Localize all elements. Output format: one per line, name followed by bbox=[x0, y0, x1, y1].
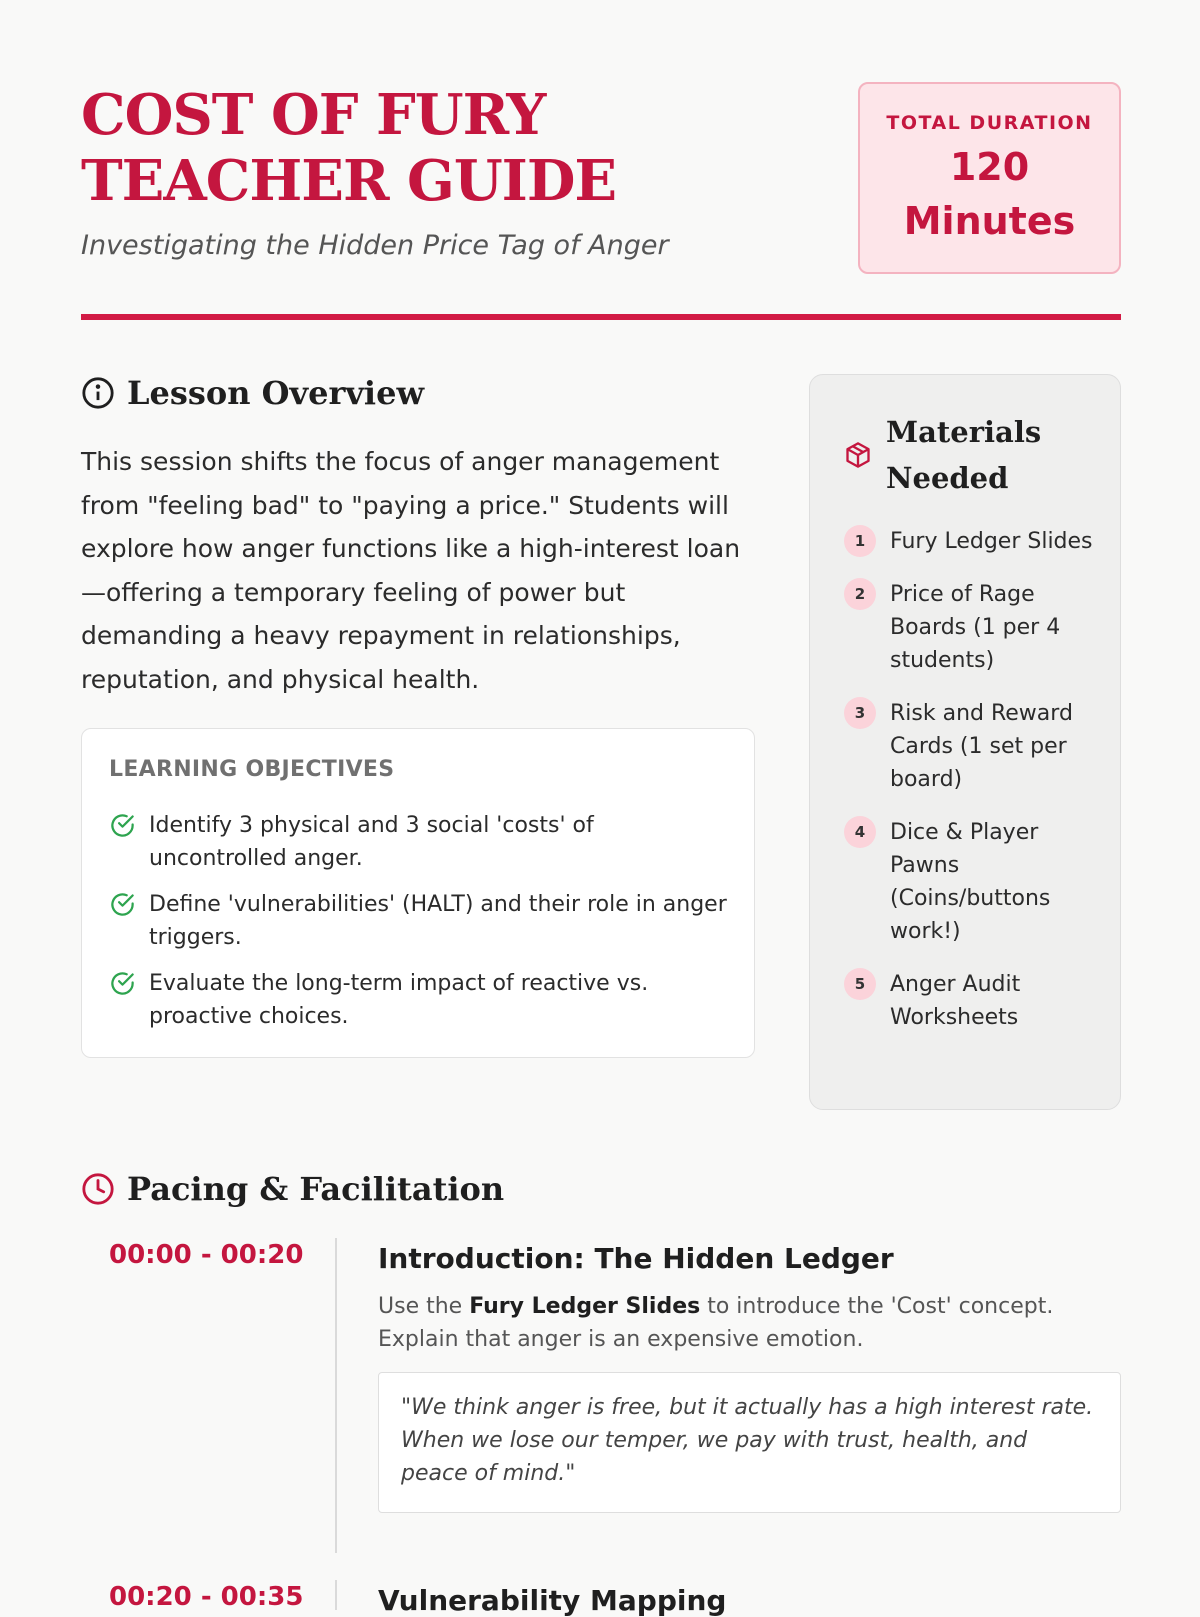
materials-list bbox=[844, 525, 1100, 1054]
material-item bbox=[844, 816, 1100, 948]
step-desc-text: Use the bbox=[378, 1294, 470, 1319]
header bbox=[81, 82, 1121, 322]
check-circle-icon bbox=[109, 891, 136, 918]
material-label: Price of Rage Boards (1 per 4 students) bbox=[890, 582, 1061, 673]
clock-icon bbox=[81, 1172, 115, 1206]
material-label: Fury Ledger Slides bbox=[890, 529, 1093, 554]
check-circle-icon bbox=[109, 812, 136, 839]
header-divider bbox=[81, 314, 1121, 320]
box-icon bbox=[844, 441, 872, 469]
duration-label: TOTAL DURATION bbox=[886, 112, 1093, 134]
material-item bbox=[844, 968, 1100, 1034]
timeline-divider bbox=[335, 1238, 337, 1553]
pacing-heading bbox=[81, 1170, 504, 1208]
overview-heading bbox=[81, 374, 424, 412]
material-item bbox=[844, 578, 1100, 677]
material-number-badge: 1 bbox=[844, 525, 876, 557]
step-desc-text: to introduce the 'Cost' concept. Explain that anger is an expensive emotion. bbox=[378, 1294, 1054, 1352]
material-number-badge: 2 bbox=[844, 578, 876, 610]
materials-card bbox=[809, 374, 1121, 1110]
check-circle-icon bbox=[109, 970, 136, 997]
material-number-badge: 3 bbox=[844, 697, 876, 729]
material-label: Risk and Reward Cards (1 set per board) bbox=[890, 701, 1073, 792]
material-label: Dice & Player Pawns (Coins/buttons work!) bbox=[890, 820, 1051, 944]
step-title: Vulnerability Mapping bbox=[378, 1584, 727, 1617]
materials-heading bbox=[844, 409, 1086, 501]
page-subtitle: Investigating the Hidden Price Tag of Anger bbox=[81, 230, 669, 261]
facilitator-quote: "We think anger is free, but it actually has a high interest rate. When we lose our temper, we pay with trust, health, and peace of mind." bbox=[378, 1372, 1121, 1513]
material-item bbox=[844, 525, 1100, 558]
info-icon bbox=[81, 376, 115, 410]
objective-text: Evaluate the long-term impact of reactive vs. proactive choices. bbox=[149, 971, 649, 1029]
objective-text: Identify 3 physical and 3 social 'costs' of uncontrolled anger. bbox=[149, 813, 594, 871]
material-number-badge: 5 bbox=[844, 968, 876, 1000]
objectives-title: LEARNING OBJECTIVES bbox=[109, 757, 395, 782]
learning-objectives-card bbox=[81, 728, 755, 1058]
duration-value: 120 Minutes bbox=[903, 145, 1076, 243]
pacing-heading-label: Pacing & Facilitation bbox=[127, 1170, 505, 1208]
duration-badge bbox=[858, 82, 1121, 274]
step-desc-highlight: Fury Ledger Slides bbox=[469, 1294, 701, 1319]
overview-text: This session shifts the focus of anger management from "feeling bad" to "paying a price." Students will explore how anger functions like a high-interest loan—offering a temporary feeling of power but demanding a heavy repayment in relationships, reputation, and physical health. bbox=[81, 447, 741, 694]
materials-heading-label: Materials Needed bbox=[886, 415, 1042, 495]
material-number-badge: 4 bbox=[844, 816, 876, 848]
objectives-list bbox=[109, 809, 729, 1046]
objective-text: Define 'vulnerabilities' (HALT) and their role in anger triggers. bbox=[149, 892, 727, 950]
step-time: 00:00 - 00:20 bbox=[109, 1240, 304, 1270]
overview-heading-label: Lesson Overview bbox=[127, 374, 424, 412]
step-title: Introduction: The Hidden Ledger bbox=[378, 1242, 894, 1275]
step-description bbox=[378, 1290, 1121, 1356]
objective-item bbox=[109, 967, 729, 1033]
material-item bbox=[844, 697, 1100, 796]
material-label: Anger Audit Worksheets bbox=[890, 972, 1021, 1030]
objective-item bbox=[109, 888, 729, 954]
step-time: 00:20 - 00:35 bbox=[109, 1582, 304, 1612]
teacher-guide-page bbox=[81, 0, 1121, 1617]
timeline-divider bbox=[335, 1580, 337, 1610]
objective-item bbox=[109, 809, 729, 875]
page-title: COST OF FURY TEACHER GUIDE bbox=[81, 82, 617, 214]
